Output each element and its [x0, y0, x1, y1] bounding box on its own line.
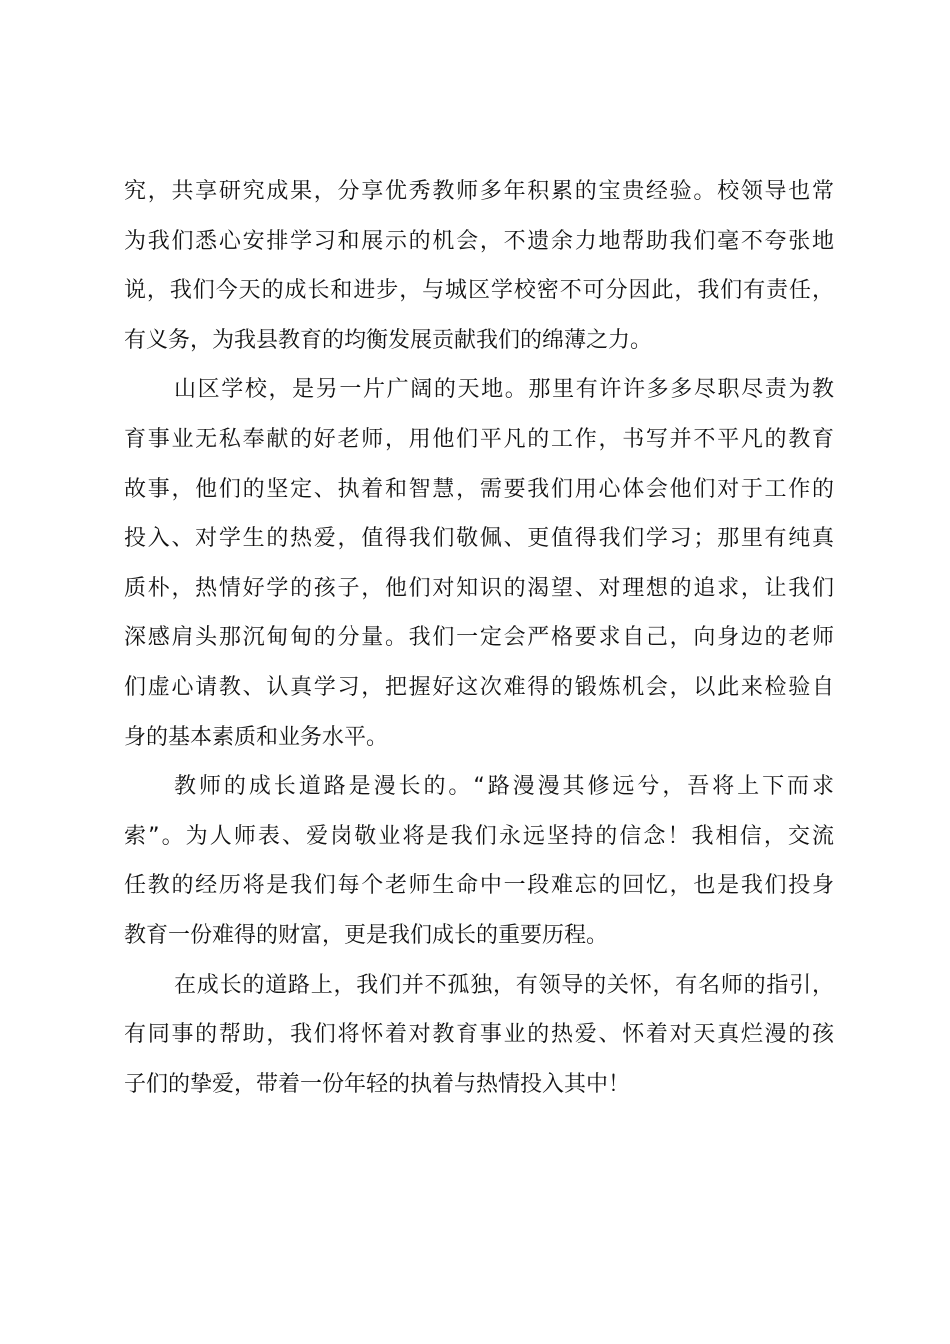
text-line: 育事业无私奉献的好老师，用他们平凡的工作，书写并不平凡的教育	[124, 426, 834, 452]
text-line: 有同事的帮助，我们将怀着对教育事业的热爱、怀着对天真烂漫的孩	[124, 1022, 834, 1048]
paragraph-4	[124, 961, 834, 1110]
text-line: 为我们悉心安排学习和展示的机会，不遗余力地帮助我们毫不夸张地	[124, 228, 834, 254]
text-line: 有义务，为我县教育的均衡发展贡献我们的绵薄之力。	[124, 327, 653, 353]
text-line: 在成长的道路上，我们并不孤独，有领导的关怀，有名师的指引，	[174, 972, 834, 998]
text-line: 深感肩头那沉甸甸的分量。我们一定会严格要求自己，向身边的老师	[124, 625, 834, 651]
text-line: 究，共享研究成果，分享优秀教师多年积累的宝贵经验。校领导也常	[124, 179, 834, 204]
text-line: 教育一份难得的财富，更是我们成长的重要历程。	[124, 922, 609, 948]
text-line: 身的基本素质和业务水平。	[124, 724, 389, 750]
paragraph-1	[124, 167, 834, 365]
text-line: 说，我们今天的成长和进步，与城区学校密不可分因此，我们有责任，	[124, 278, 834, 304]
text-line: 投入、对学生的热爱，值得我们敬佩、更值得我们学习；那里有纯真	[124, 526, 834, 552]
text-line: 故事，他们的坚定、执着和智慧，需要我们用心体会他们对于工作的	[124, 476, 834, 502]
paragraph-2	[124, 365, 834, 762]
paragraph-3	[124, 762, 834, 960]
text-line: 质朴，热情好学的孩子，他们对知识的渴望、对理想的追求，让我们	[124, 575, 834, 601]
text-line: 山区学校，是另一片广阔的天地。那里有许许多多尽职尽责为教	[174, 377, 834, 403]
text-line: 教师的成长道路是漫长的。“路漫漫其修远兮，吾将上下而求	[174, 774, 834, 800]
body-text	[124, 167, 834, 1109]
text-line: 们虚心请教、认真学习，把握好这次难得的锻炼机会，以此来检验自	[124, 674, 834, 700]
text-line: 任教的经历将是我们每个老师生命中一段难忘的回忆，也是我们投身	[124, 873, 834, 899]
text-line: 索”。为人师表、爱岗敬业将是我们永远坚持的信念！我相信，交流	[124, 823, 834, 849]
text-line: 子们的挚爱，带着一份年轻的执着与热情投入其中！	[124, 1071, 631, 1097]
